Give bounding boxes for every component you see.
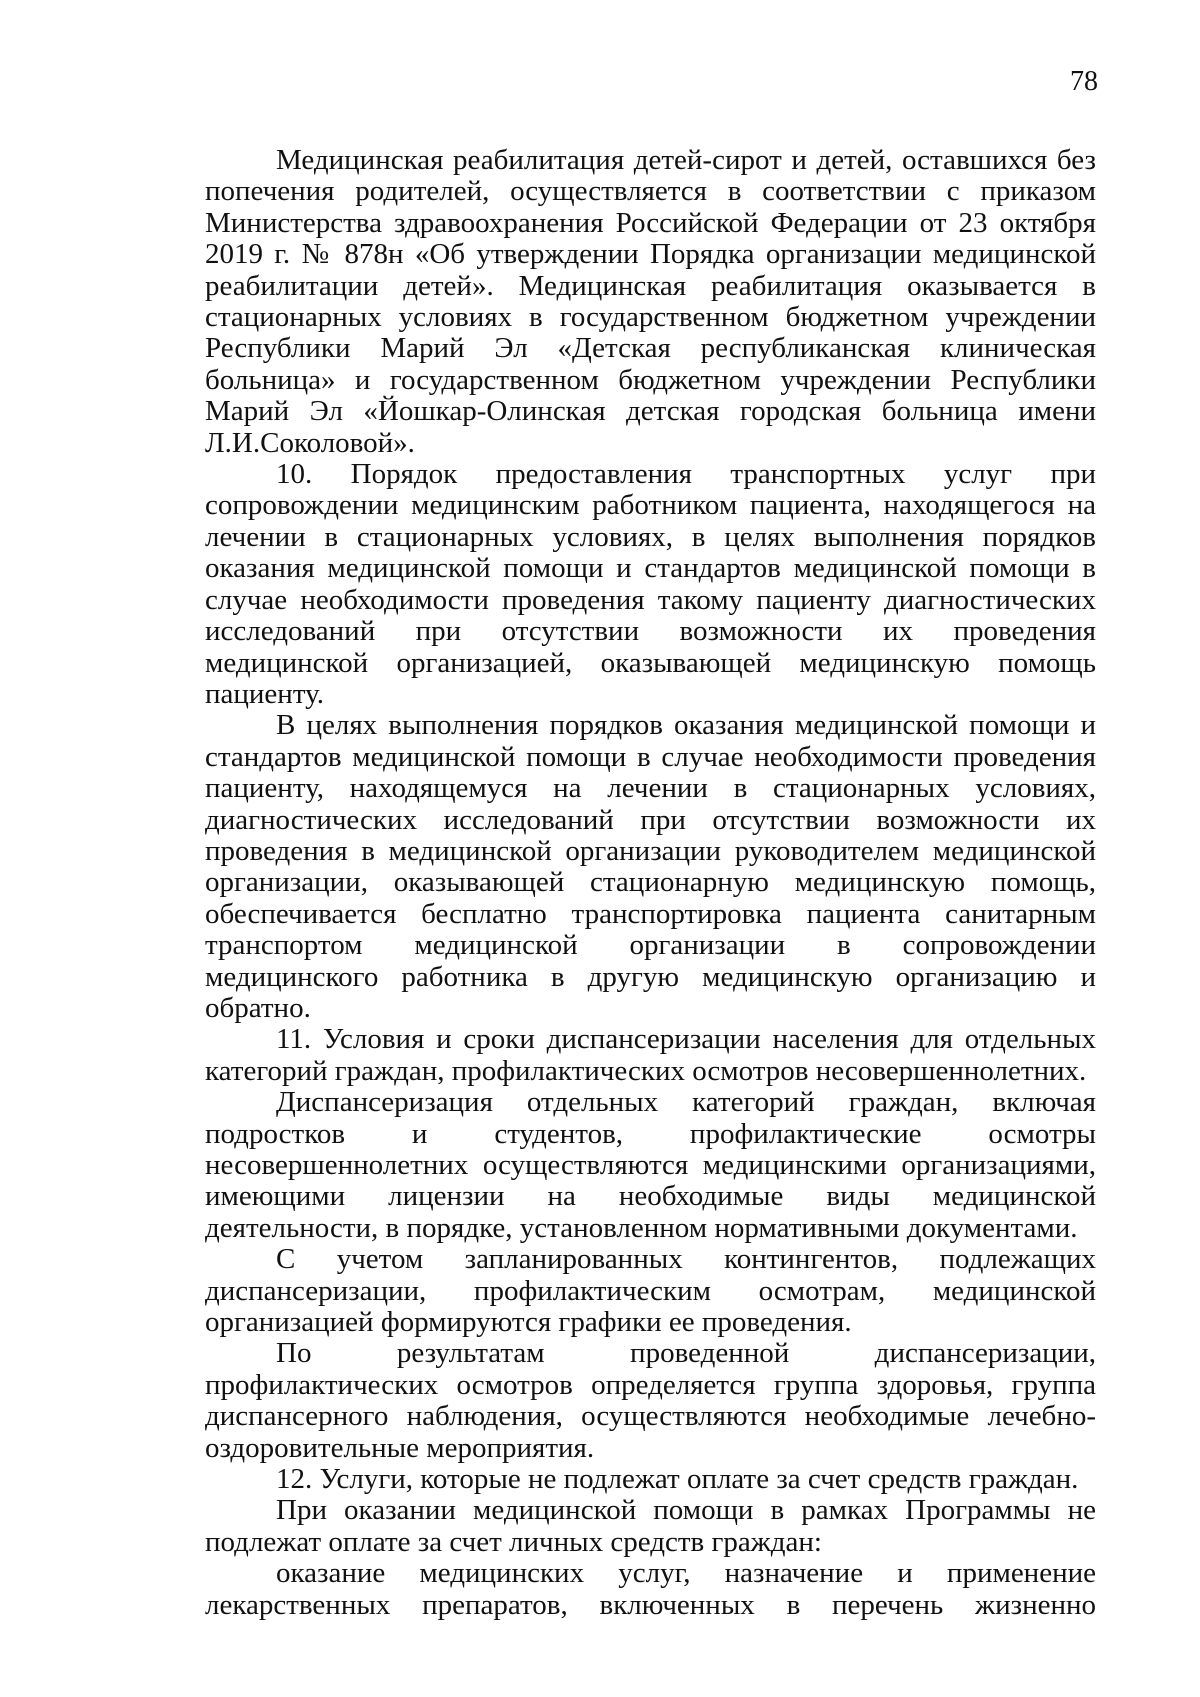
document-text — [205, 145, 1096, 1621]
paragraph-transport-provision: В целях выполнения порядков оказания медицинской помощи и стандартов медицинской помощи в случае необходимости проведения пациенту, находящемуся на лечении в стационарных условиях, диагностических исследований при отсутствии возможности их проведения в медицинской организации руководителем медицинской организации, оказывающей стационарную медицинскую помощь, обеспечивается бесплатно транспортировка пациента санитарным транспортом медицинской организации в сопровождении медицинского работника в другую медицинскую организацию и обратно. — [205, 709, 1096, 1024]
paragraph-section-11-title: 11. Условия и сроки диспансеризации населения для отдельных категорий граждан, профилактических осмотров несовершеннолетних. — [205, 1023, 1096, 1087]
paragraph-medical-services: оказание медицинских услуг, назначение и применение лекарственных препаратов, включенных в перечень жизненно — [205, 1557, 1096, 1621]
paragraph-results: По результатам проведенной диспансеризации, профилактических осмотров определяется группа здоровья, группа диспансерного наблюдения, осуществляются необходимые лечебно-оздоровительные мероприятия. — [205, 1337, 1096, 1464]
paragraph-dispensarization: Диспансеризация отдельных категорий граждан, включая подростков и студентов, профилактические осмотры несовершеннолетних осуществляются медицинскими организациями, имеющими лицензии на необходимые виды медицинской деятельности, в порядке, установленном нормативными документами. — [205, 1086, 1096, 1244]
paragraph-section-12-title: 12. Услуги, которые не подлежат оплате за счет средств граждан. — [276, 1463, 1079, 1496]
paragraph-schedules: С учетом запланированных контингентов, подлежащих диспансеризации, профилактическим осмотрам, медицинской организацией формируются графики ее проведения. — [205, 1243, 1096, 1339]
page-number: 78 — [1070, 66, 1098, 97]
paragraph-rehabilitation: Медицинская реабилитация детей-сирот и детей, оставшихся без попечения родителей, осуществляется в соответствии с приказом Министерства здравоохранения Российской Федерации от 23 октября 2019 г. № 878н «Об утверждении Порядка организации медицинской реабилитации детей». Медицинская реабилитация оказывается в стационарных условиях в государственном бюджетном учреждении Республики Марий Эл «Детская республиканская клиническая больница» и государственном бюджетном учреждении Республики Марий Эл «Йошкар-Олинская детская городская больница имени Л.И.Соколовой». — [205, 144, 1096, 459]
paragraph-section-10-title: 10. Порядок предоставления транспортных услуг при сопровождении медицинским работником пациента, находящегося на лечении в стационарных условиях, в целях выполнения порядков оказания медицинской помощи и стандартов медицинской помощи в случае необходимости проведения такому пациенту диагностических исследований при отсутствии возможности их проведения медицинской организацией, оказывающей медицинскую помощь пациенту. — [205, 458, 1096, 710]
paragraph-free-services: При оказании медицинской помощи в рамках Программы не подлежат оплате за счет личных средств граждан: — [205, 1494, 1096, 1558]
